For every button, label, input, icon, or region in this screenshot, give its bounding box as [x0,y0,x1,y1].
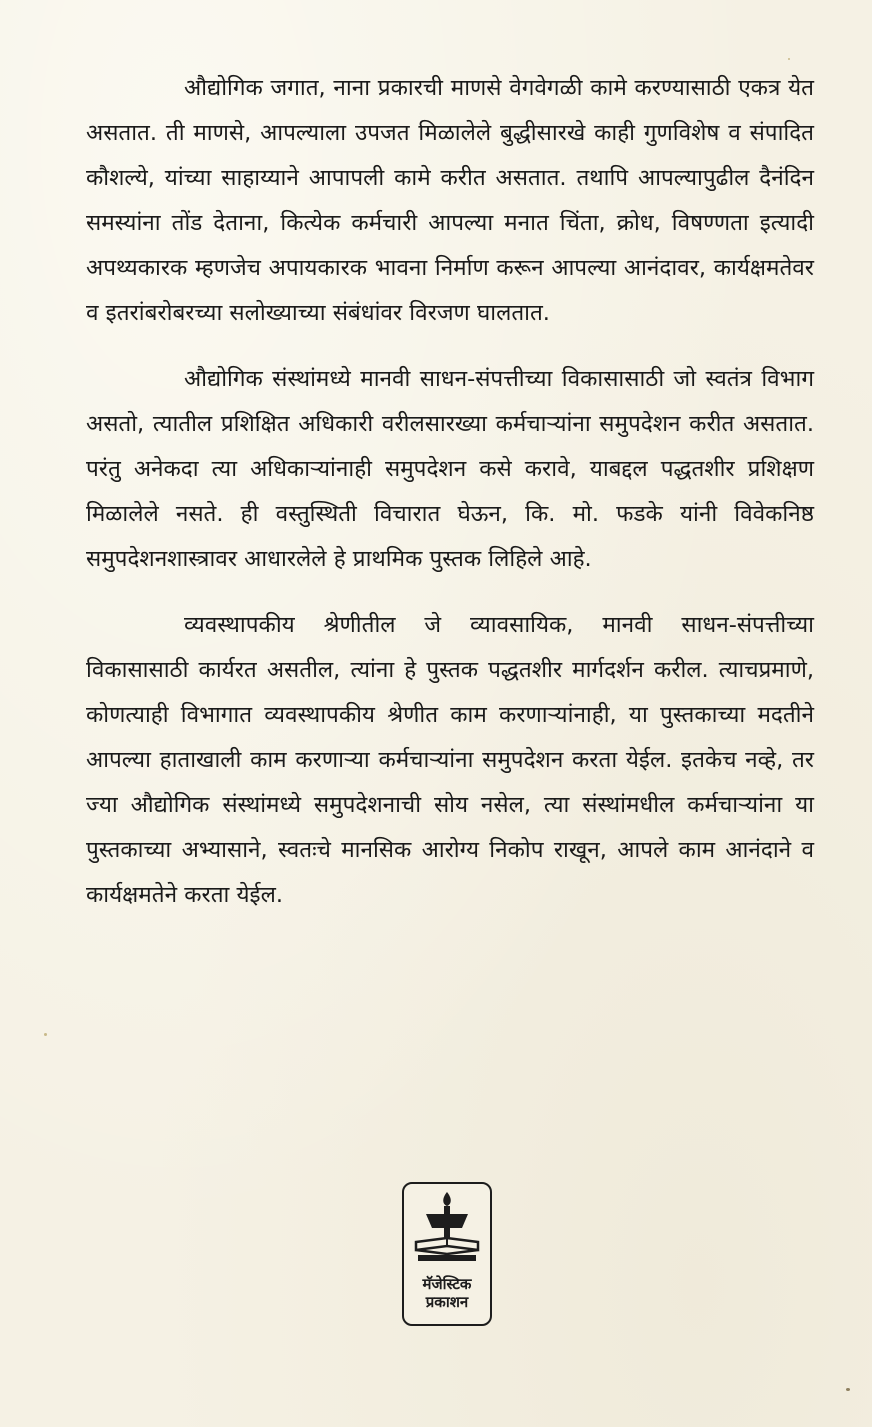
logo-name-line-2: प्रकाशन [425,1293,469,1311]
paragraph-1: औद्योगिक जगात, नाना प्रकारची माणसे वेगवेगळी कामे करण्यासाठी एकत्र येत असतात. ती माणसे, आपल्याला उपजत मिळालेले बुद्धीसारखे काही गुणविशेष व संपादित कौशल्ये, यांच्या साहाय्याने आपापली कामे करीत असतात. तथापि आपल्यापुढील दैनंदिन समस्यांना तोंड देताना, कित्येक कर्मचारी आपल्या मनात चिंता, क्रोध, विषण्णता इत्यादी अपथ्यकारक म्हणजेच अपायकारक भावना निर्माण करून आपल्या आनंदावर, कार्यक्षमतेवर व इतरांबरोबरच्या सलोख्याच्या संबंधांवर विरजण घालतात. [86,75,814,326]
publisher-logo [402,1182,492,1326]
paper-speck [846,1388,850,1391]
paper-speck [788,58,790,60]
blurb-text [86,66,814,939]
paragraph-2: औद्योगिक संस्थांमध्ये मानवी साधन-संपत्तीच्या विकासासाठी जो स्वतंत्र विभाग असतो, त्यातील प्रशिक्षित अधिकारी वरीलसारख्या कर्मचाऱ्यांना समुपदेशन करीत असतात. परंतु अनेकदा त्या अधिकाऱ्यांनाही समुपदेशन कसे करावे, याबद्दल पद्धतशीर प्रशिक्षण मिळालेले नसते. ही वस्तुस्थिती विचारात घेऊन, कि. मो. फडके यांनी विवेकनिष्ठ समुपदेशनशास्त्रावर आधारलेले हे प्राथमिक पुस्तक लिहिले आहे. [86,366,814,572]
logo-name-line-1: मॅजेस्टिक [422,1275,472,1293]
paragraph-3: व्यवस्थापकीय श्रेणीतील जे व्यावसायिक, मानवी साधन-संपत्तीच्या विकासासाठी कार्यरत असतील, त्यांना हे पुस्तक पद्धतशीर मार्गदर्शन करील. त्याचप्रमाणे, कोणत्याही विभागात व्यवस्थापकीय श्रेणीत काम करणाऱ्यांनाही, या पुस्तकाच्या मदतीने आपल्या हाताखाली काम करणाऱ्या कर्मचाऱ्यांना समुपदेशन करता येईल. इतकेच नव्हे, तर ज्या औद्योगिक संस्थांमध्ये समुपदेशनाची सोय नसेल, त्या संस्थांमधील कर्मचाऱ्यांना या पुस्तकाच्या अभ्यासाने, स्वतःचे मानसिक आरोग्य निकोप राखून, आपले काम आनंदाने व कार्यक्षमतेने करता येईल. [86,612,814,908]
paper-speck [44,1033,47,1036]
oil-lamp-on-book-icon [404,1184,490,1276]
